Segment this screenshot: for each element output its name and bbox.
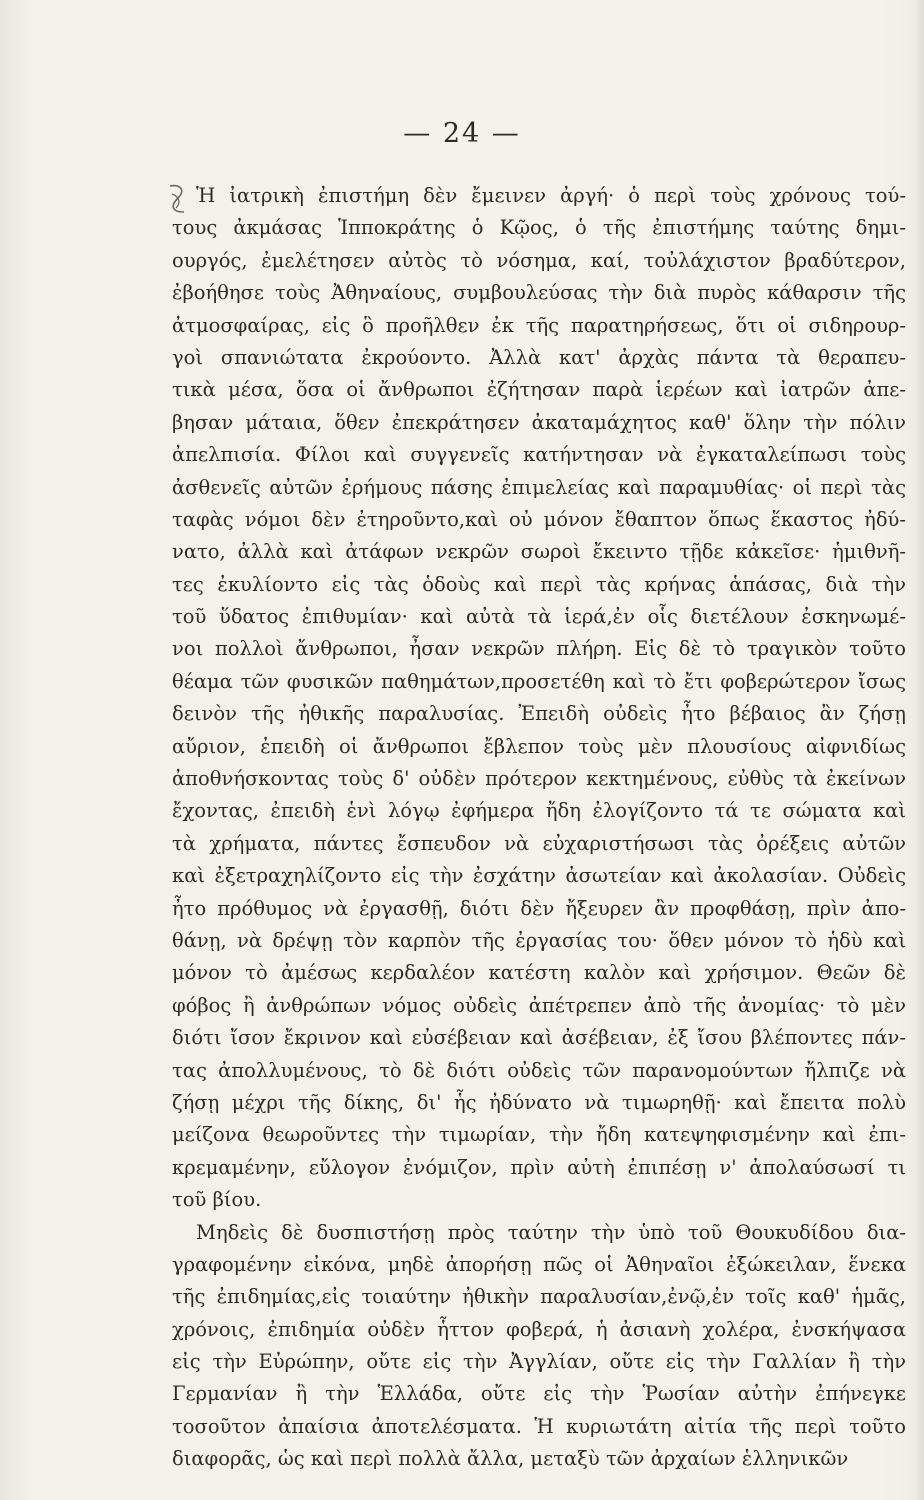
text-line: νοι πολλοὶ ἄνθρωποι, ἦσαν νεκρῶν πλήρη. Εἰς δὲ τὸ τραγικὸν τοῦτο: [172, 637, 906, 661]
text-line: γοὶ σπανιώτατα ἐκρούοντο. Ἀλλὰ κατ' ἀρχὰς πάντα τὰ θεραπευ-: [172, 345, 906, 369]
body-text: [172, 180, 906, 1476]
text-line: νατο, ἀλλὰ καὶ ἀτάφων νεκρῶν σωροὶ ἔκειντο τῇδε κἀκεῖσε· ἡμιθνῆ-: [172, 540, 906, 564]
text-line: Ἡ ἰατρικὴ ἐπιστήμη δὲν ἔμεινεν ἀργή· ὁ περὶ τοὺς χρόνους τού-: [196, 184, 906, 207]
page-edge-shadow: [914, 0, 924, 1500]
text-line: ἀπελπισία. Φίλοι καὶ συγγενεῖς κατήντησαν νὰ ἐγκαταλείπωσι τοὺς: [172, 443, 906, 467]
text-line: ἔχοντας, ἐπειδὴ ἑνὶ λόγῳ ἐφήμερα ἤδη ἐλογίζοντο τά τε σώματα καὶ: [172, 799, 906, 823]
text-line: τοσοῦτον ἀπαίσια ἀποτελέσματα. Ἡ κυριωτάτη αἰτία τῆς περὶ τοῦτο: [172, 1414, 906, 1438]
text-line: θάνῃ, νὰ δρέψῃ τὸν καρπὸν τῆς ἐργασίας του· ὅθεν μόνον τὸ ἡδὺ καὶ: [172, 928, 906, 952]
text-line: τῆς ἐπιδημίας,εἰς τοιαύτην ἠθικὴν παραλυσίαν,ἐνῷ,ἐν τοῖς καθ' ἡμᾶς,: [172, 1285, 906, 1309]
text-line: ταφὰς νόμοι δὲν ἐτηροῦντο,καὶ οὐ μόνον ἔθαπτον ὅπως ἕκαστος ἠδύ-: [172, 507, 906, 531]
text-line: ἀτμοσφαίρας, εἰς ὃ προῆλθεν ἐκ τῆς παρατηρήσεως, ὅτι οἱ σιδηρουρ-: [172, 313, 906, 337]
text-line: μόνον τὸ ἀμέσως κερδαλέον κατέστη καλὸν καὶ χρήσιμον. Θεῶν δὲ: [172, 961, 906, 985]
text-line: μείζονα θεωροῦντες τὴν τιμωρίαν, τὴν ἤδη κατεψηφισμένην καὶ ἐπι-: [172, 1123, 906, 1147]
text-line: βησαν μάταια, ὅθεν ἐπεκράτησεν ἀκαταμάχητος καθ' ὅλην τὴν πόλιν: [172, 410, 906, 434]
text-line: τους ἀκμάσας Ἱπποκράτης ὁ Κῷος, ὁ τῆς ἐπιστήμης ταύτης δημι-: [172, 216, 906, 240]
text-line: δεινὸν τῆς ἠθικῆς παραλυσίας. Ἐπειδὴ οὐδεὶς ἦτο βέβαιος ἂν ζήσῃ: [172, 702, 906, 726]
text-line: ἀσθενεῖς αὐτῶν ἐρήμους πάσης ἐπιμελείας καὶ παραμυθίας· οἱ περὶ τὰς: [172, 475, 906, 499]
text-line: γραφομένην εἰκόνα, μηδὲ ἀπορήσῃ πῶς οἱ Ἀθηναῖοι ἐξώκειλαν, ἕνεκα: [172, 1252, 906, 1276]
text-line: τικὰ μέσα, ὅσα οἱ ἄνθρωποι ἐζήτησαν παρὰ ἱερέων καὶ ἰατρῶν ἀπε-: [172, 378, 906, 402]
text-line: κρεμαμένην, εὔλογον ἐνόμιζον, πρὶν αὐτὴ ἐπιπέσῃ ν' ἀπολαύσωσί τι: [172, 1155, 906, 1179]
text-line: ἦτο πρόθυμος νὰ ἐργασθῇ, διότι δὲν ἤξευρεν ἂν προφθάσῃ, πρὶν ἀπο-: [172, 896, 906, 920]
text-line: τας ἀπολλυμένους, τὸ δὲ διότι οὐδεὶς τῶν παρανομούντων ἤλπιζε νὰ: [172, 1058, 906, 1082]
text-line: εἰς τὴν Εὐρώπην, οὔτε εἰς τὴν Ἀγγλίαν, οὔτε εἰς τὴν Γαλλίαν ἢ τὴν: [172, 1350, 906, 1374]
paragraph: [172, 180, 906, 1217]
text-line: φόβος ἢ ἀνθρώπων νόμος οὐδεὶς ἀπέτρεπεν ἀπὸ τῆς ἀνομίας· τὸ μὲν: [172, 993, 906, 1017]
paragraph: [172, 1217, 906, 1476]
text-line: θέαμα τῶν φυσικῶν παθημάτων,προσετέθη καὶ τὸ ἔτι φοβερώτερον ἴσως: [172, 669, 906, 693]
text-line: ουργός, ἐμελέτησεν αὐτὸς τὸ νόσημα, καί, τοὐλάχιστον βραδύτερον,: [172, 248, 906, 272]
text-line: Μηδεὶς δὲ δυσπιστήσῃ πρὸς ταύτην τὴν ὑπὸ τοῦ Θουκυδίδου δια-: [196, 1220, 906, 1244]
text-line: διαφορᾶς, ὡς καὶ περὶ πολλὰ ἄλλα, μεταξὺ τῶν ἀρχαίων ἑλληνικῶν: [172, 1447, 849, 1471]
text-line: διότι ἴσον ἔκρινον καὶ εὐσέβειαν καὶ ἀσέβειαν, ἐξ ἴσου βλέποντες πάν-: [172, 1026, 906, 1050]
text-line: τὰ χρήματα, πάντες ἔσπευδον νὰ εὐχαριστήσωσι τὰς ὀρέξεις αὐτῶν: [172, 831, 906, 855]
text-line: τοῦ ὕδατος ἐπιθυμίαν· καὶ αὐτὰ τὰ ἱερά,ἐν οἷς διετέλουν ἐσκηνωμέ-: [172, 605, 906, 629]
text-line: ἀποθνήσκοντας τοὺς δ' οὐδὲν πρότερον κεκτημένους, εὐθὺς τὰ ἐκείνων: [172, 767, 906, 791]
text-line: αὔριον, ἐπειδὴ οἱ ἄνθρωποι ἔβλεπον τοὺς μὲν πλουσίους αἰφνιδίως: [172, 734, 906, 758]
text-line: καὶ ἐξετραχηλίζοντο εἰς τὴν ἐσχάτην ἀσωτείαν καὶ ἀκολασίαν. Οὐδεὶς: [172, 864, 906, 888]
text-line: ζήσῃ μέχρι τῆς δίκης, δι' ἧς ἠδύνατο νὰ τιμωρηθῇ· καὶ ἔπειτα πολὺ: [172, 1090, 906, 1114]
text-line: ἐβοήθησε τοὺς Ἀθηναίους, συμβουλεύσας τὴν διὰ πυρὸς κάθαρσιν τῆς: [172, 281, 906, 305]
text-line: χρόνοις, ἐπιδημία οὐδὲν ἧττον φοβερά, ἡ ἀσιανὴ χολέρα, ἐνσκήψασα: [172, 1317, 906, 1341]
text-line: τες ἐκυλίοντο εἰς τὰς ὁδοὺς καὶ περὶ τὰς κρήνας ἁπάσας, διὰ τὴν: [172, 572, 906, 596]
text-line: τοῦ βίου.: [172, 1188, 262, 1212]
page-number: — 24 —: [403, 118, 521, 149]
text-line: Γερμανίαν ἢ τὴν Ἑλλάδα, οὔτε εἰς τὴν Ῥωσίαν αὐτὴν ἐπήνεγκε: [172, 1382, 906, 1406]
